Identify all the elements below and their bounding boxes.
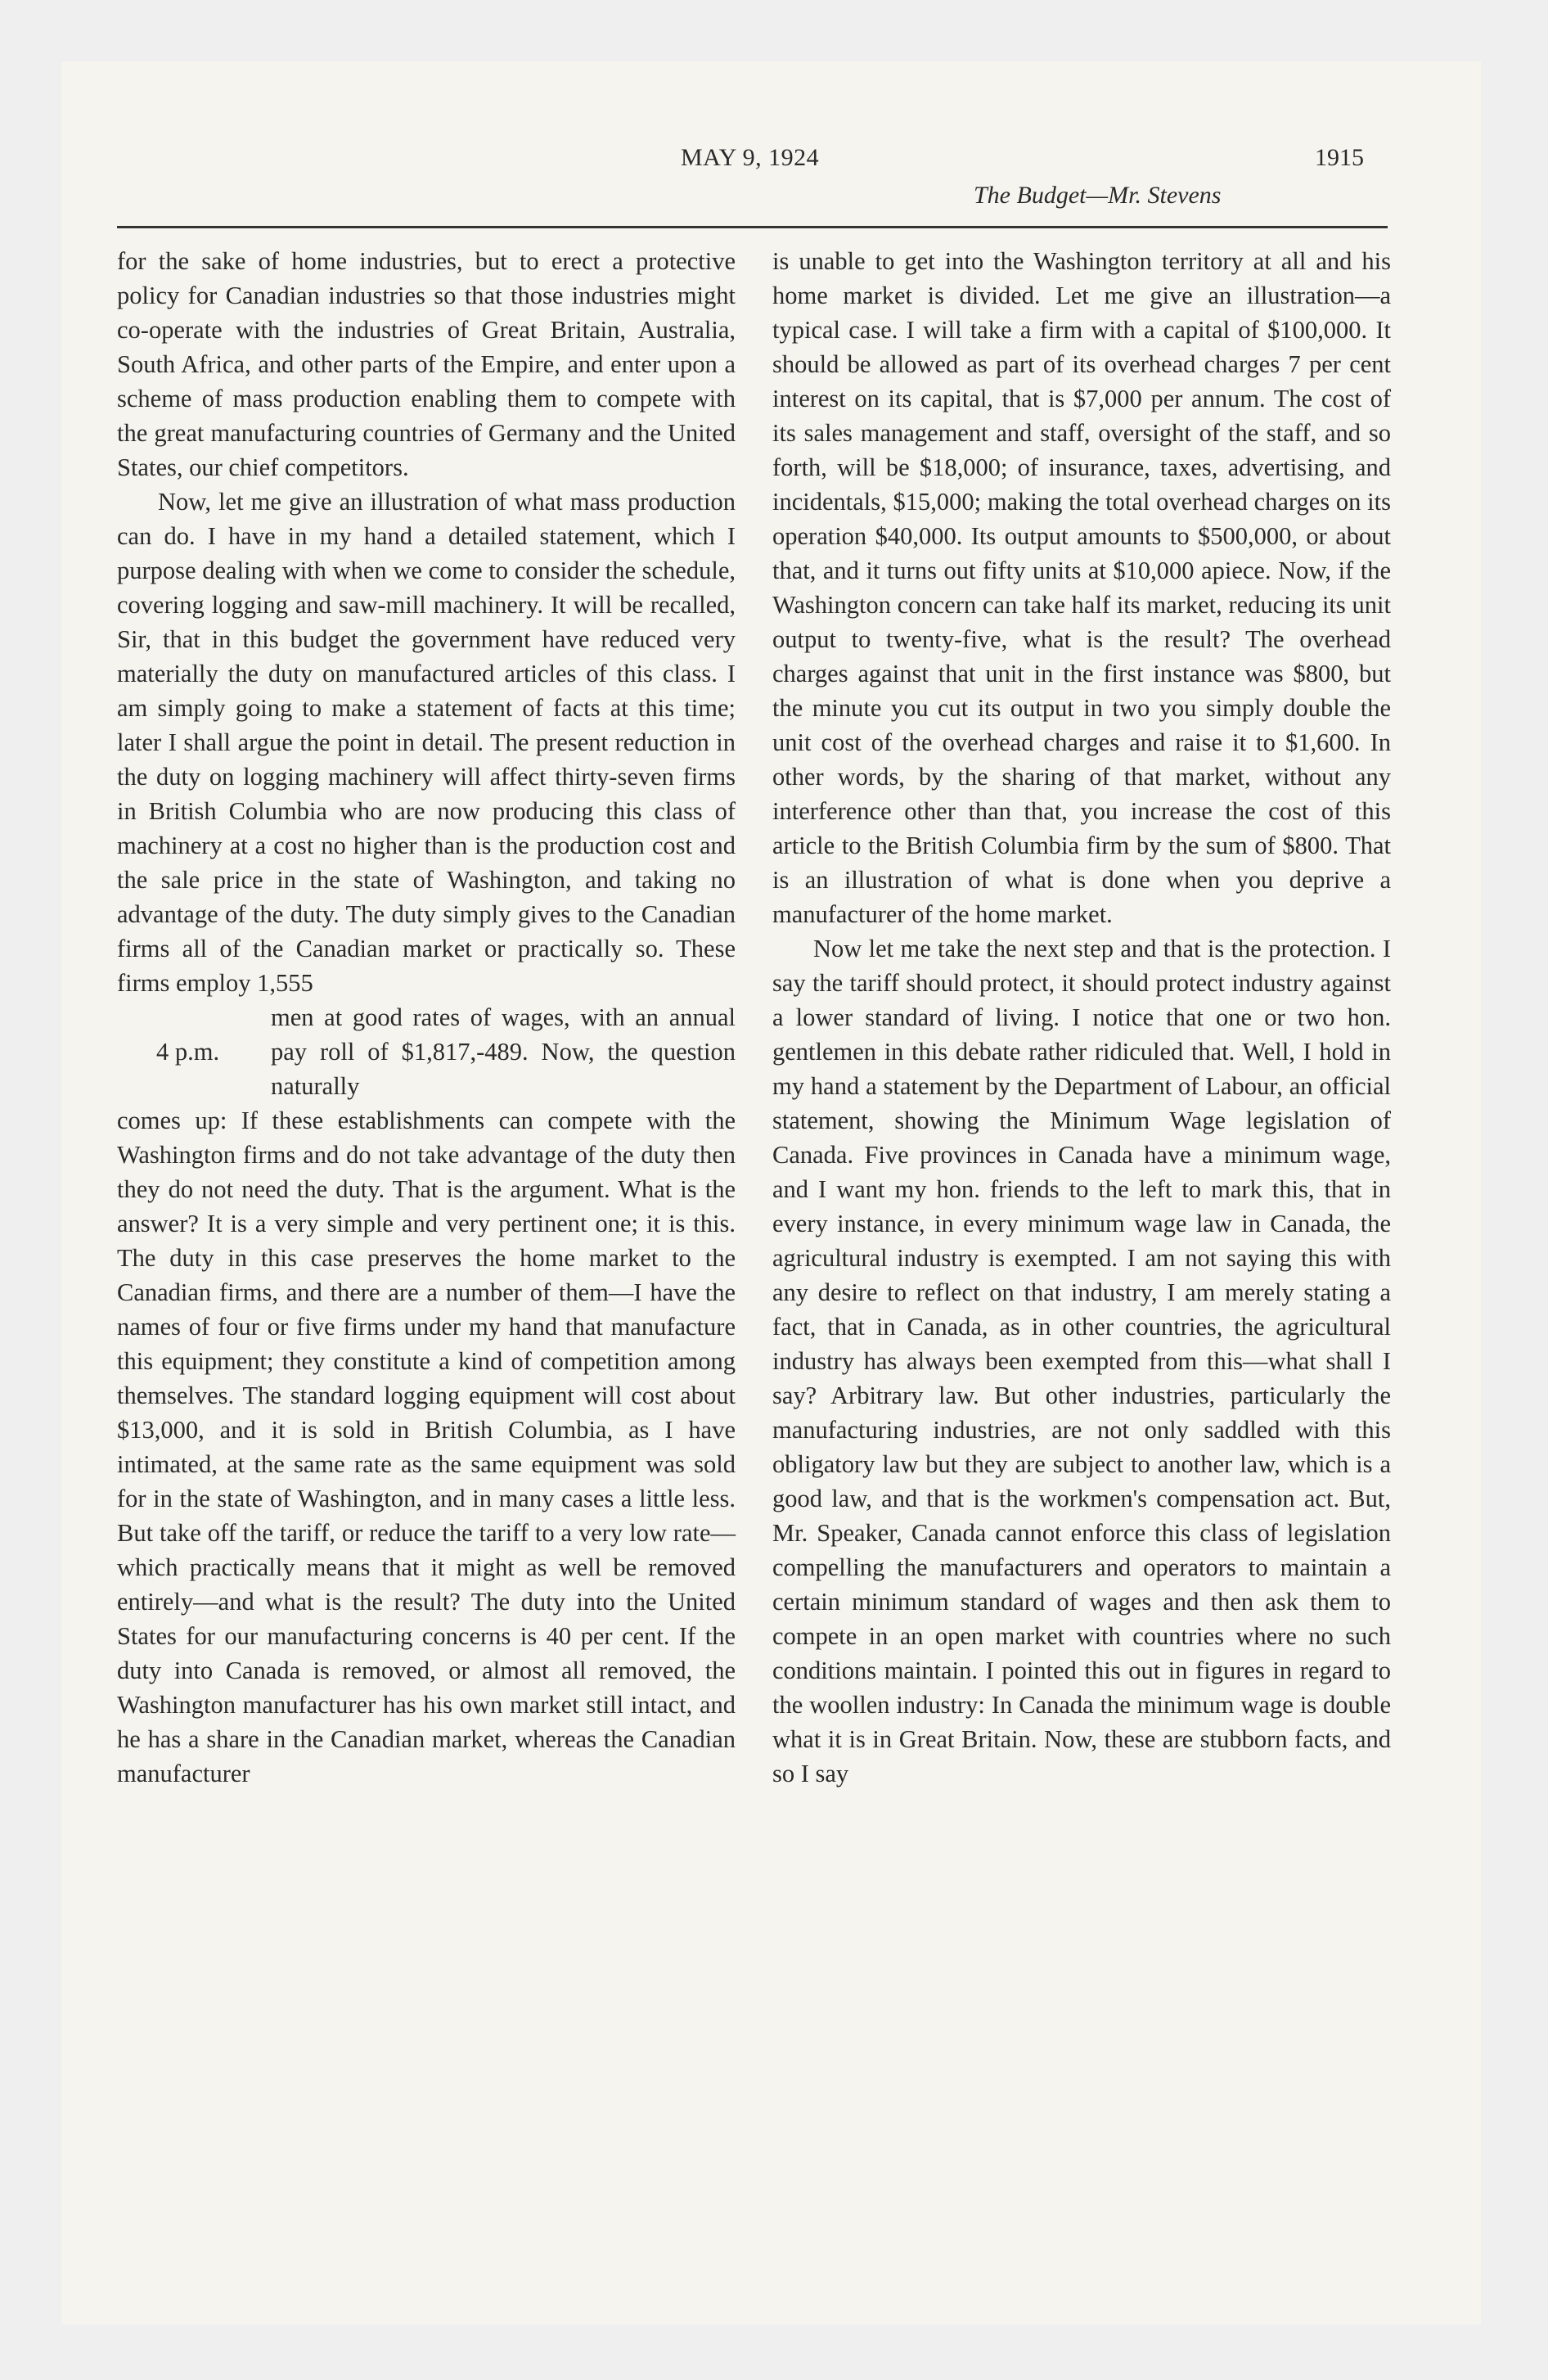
right-paragraph-1: is unable to get into the Washington territory at all and his home market is divided. Let me give an illustration—a typical case. I will take a firm with a capital of $100,000. It should be allowed as part of its overhead charges 7 per cent interest on its capital, that is $7,000 per annum. The cost of its sales management and staff, oversight of the staff, and so forth, will be $18,000; of insurance, taxes, advertising, and incidentals, $15,000; making the total overhead charges on its operation $40,000. Its output amounts to $500,000, or about that, and it turns out fifty units at $10,000 apiece. Now, if the Washington concern can take half its market, reducing its unit output to twenty-five, what is the result? The overhead charges against that unit in the first instance was $800, but the minute you cut its output in two you simply double the unit cost of the overhead charges and raise it to $1,600. In other words, by the sharing of that market, without any interference other than that, you increase the cost of this article to the British Columbia firm by the sum of $800. That is an illustration of what is done when you deprive a manufacturer of the home market. — [772, 247, 1391, 928]
right-paragraph-2: Now let me take the next step and that is the protection. I say the tariff should protect, it should protect industry against a lower standard of living. I notice that one or two hon. gentlemen in this debate rather ridiculed that. Well, I hold in my hand a statement by the Department of Labour, an official statement, showing the Minimum Wage legislation of Canada. Five provinces in Canada have a minimum wage, and I want my hon. friends to the left to mark this, that in every instance, in every minimum wage law in Canada, the agricultural industry is exempted. I am not saying this with any desire to reflect on that industry, I am merely stating a fact, that in Canada, as in other countries, the agricultural industry has always been exempted from this—what shall I say? Arbitrary law. But other industries, particularly the manufacturing industries, are not only saddled with this obligatory law but they are subject to another law, which is a good law, and that is the workmen's compensation act. But, Mr. Speaker, Canada cannot enforce this class of legislation compelling the manufacturers and operators to maintain a certain minimum standard of wages and then ask them to compete in an open market with countries where no such conditions maintain. I pointed this out in figures in regard to the woollen industry: In Canada the minimum wage is double what it is in Great Britain. Now, these are stubborn facts, and so I say — [772, 935, 1391, 1787]
left-paragraph-2-start: Now, let me give an illustration of what mass production can do. I have in my hand a detailed statement, which I purpose dealing with when we come to consider the schedule, covering logging and saw-mill machinery. It will be recalled, Sir, that in this budget the government have reduced very materially the duty on manufactured articles of this class. I am simply going to make a statement of facts at this time; later I shall argue the point in detail. The present reduction in the duty on logging machinery will affect thirty-seven firms in British Columbia who are now producing this class of machinery at a cost no higher than is the production cost and the sale price in the state of Washington, and taking no advantage of the duty. The duty simply gives to the Canadian firms all of the Canadian market or practically so. These firms employ 1,555 — [117, 488, 736, 997]
page-number: 1915 — [1315, 144, 1364, 171]
right-column — [772, 244, 1391, 1791]
left-paragraph-2-end: comes up: If these establishments can compete with the Washington firms and do not take advantage of the duty then they do not need the duty. That is the argument. What is the answer? It is a very simple and very pertinent one; it is this. The duty in this case preserves the home market to the Canadian firms, and there are a number of them—I have the names of four or five firms under my hand that manufacture this equipment; they constitute a kind of competition among themselves. The standard logging equipment will cost about $13,000, and it is sold in British Columbia, as I have intimated, at the same rate as the same equipment was sold for in the state of Washington, and in many cases a little less. But take off the tariff, or reduce the tariff to a very low rate—which practically means that it might as well be removed entirely—and what is the result? The duty into the United States for our manufacturing concerns is 40 per cent. If the duty into Canada is removed, or almost all removed, the Washington manufacturer has his own market still intact, and he has a share in the Canadian market, whereas the Canadian manufacturer — [117, 1107, 736, 1787]
header-rule — [117, 226, 1388, 228]
left-column — [117, 244, 736, 1791]
margin-note-row — [117, 1000, 736, 1103]
left-paragraph-2-margin: men at good rates of wages, with an annual pay roll of $1,817,-489. Now, the question naturally — [271, 1003, 736, 1100]
running-head: The Budget—Mr. Stevens — [974, 182, 1222, 209]
margin-time-note: 4 p.m. — [156, 1038, 220, 1066]
page-date: MAY 9, 1924 — [681, 144, 820, 171]
left-paragraph-1: for the sake of home industries, but to erect a protective policy for Canadian industries so that those industries might co-operate with the industries of Great Britain, Australia, South Africa, and other parts of the Empire, and enter upon a scheme of mass production enabling them to compete with the great manufacturing countries of Germany and the United States, our chief competitors. — [117, 247, 736, 481]
